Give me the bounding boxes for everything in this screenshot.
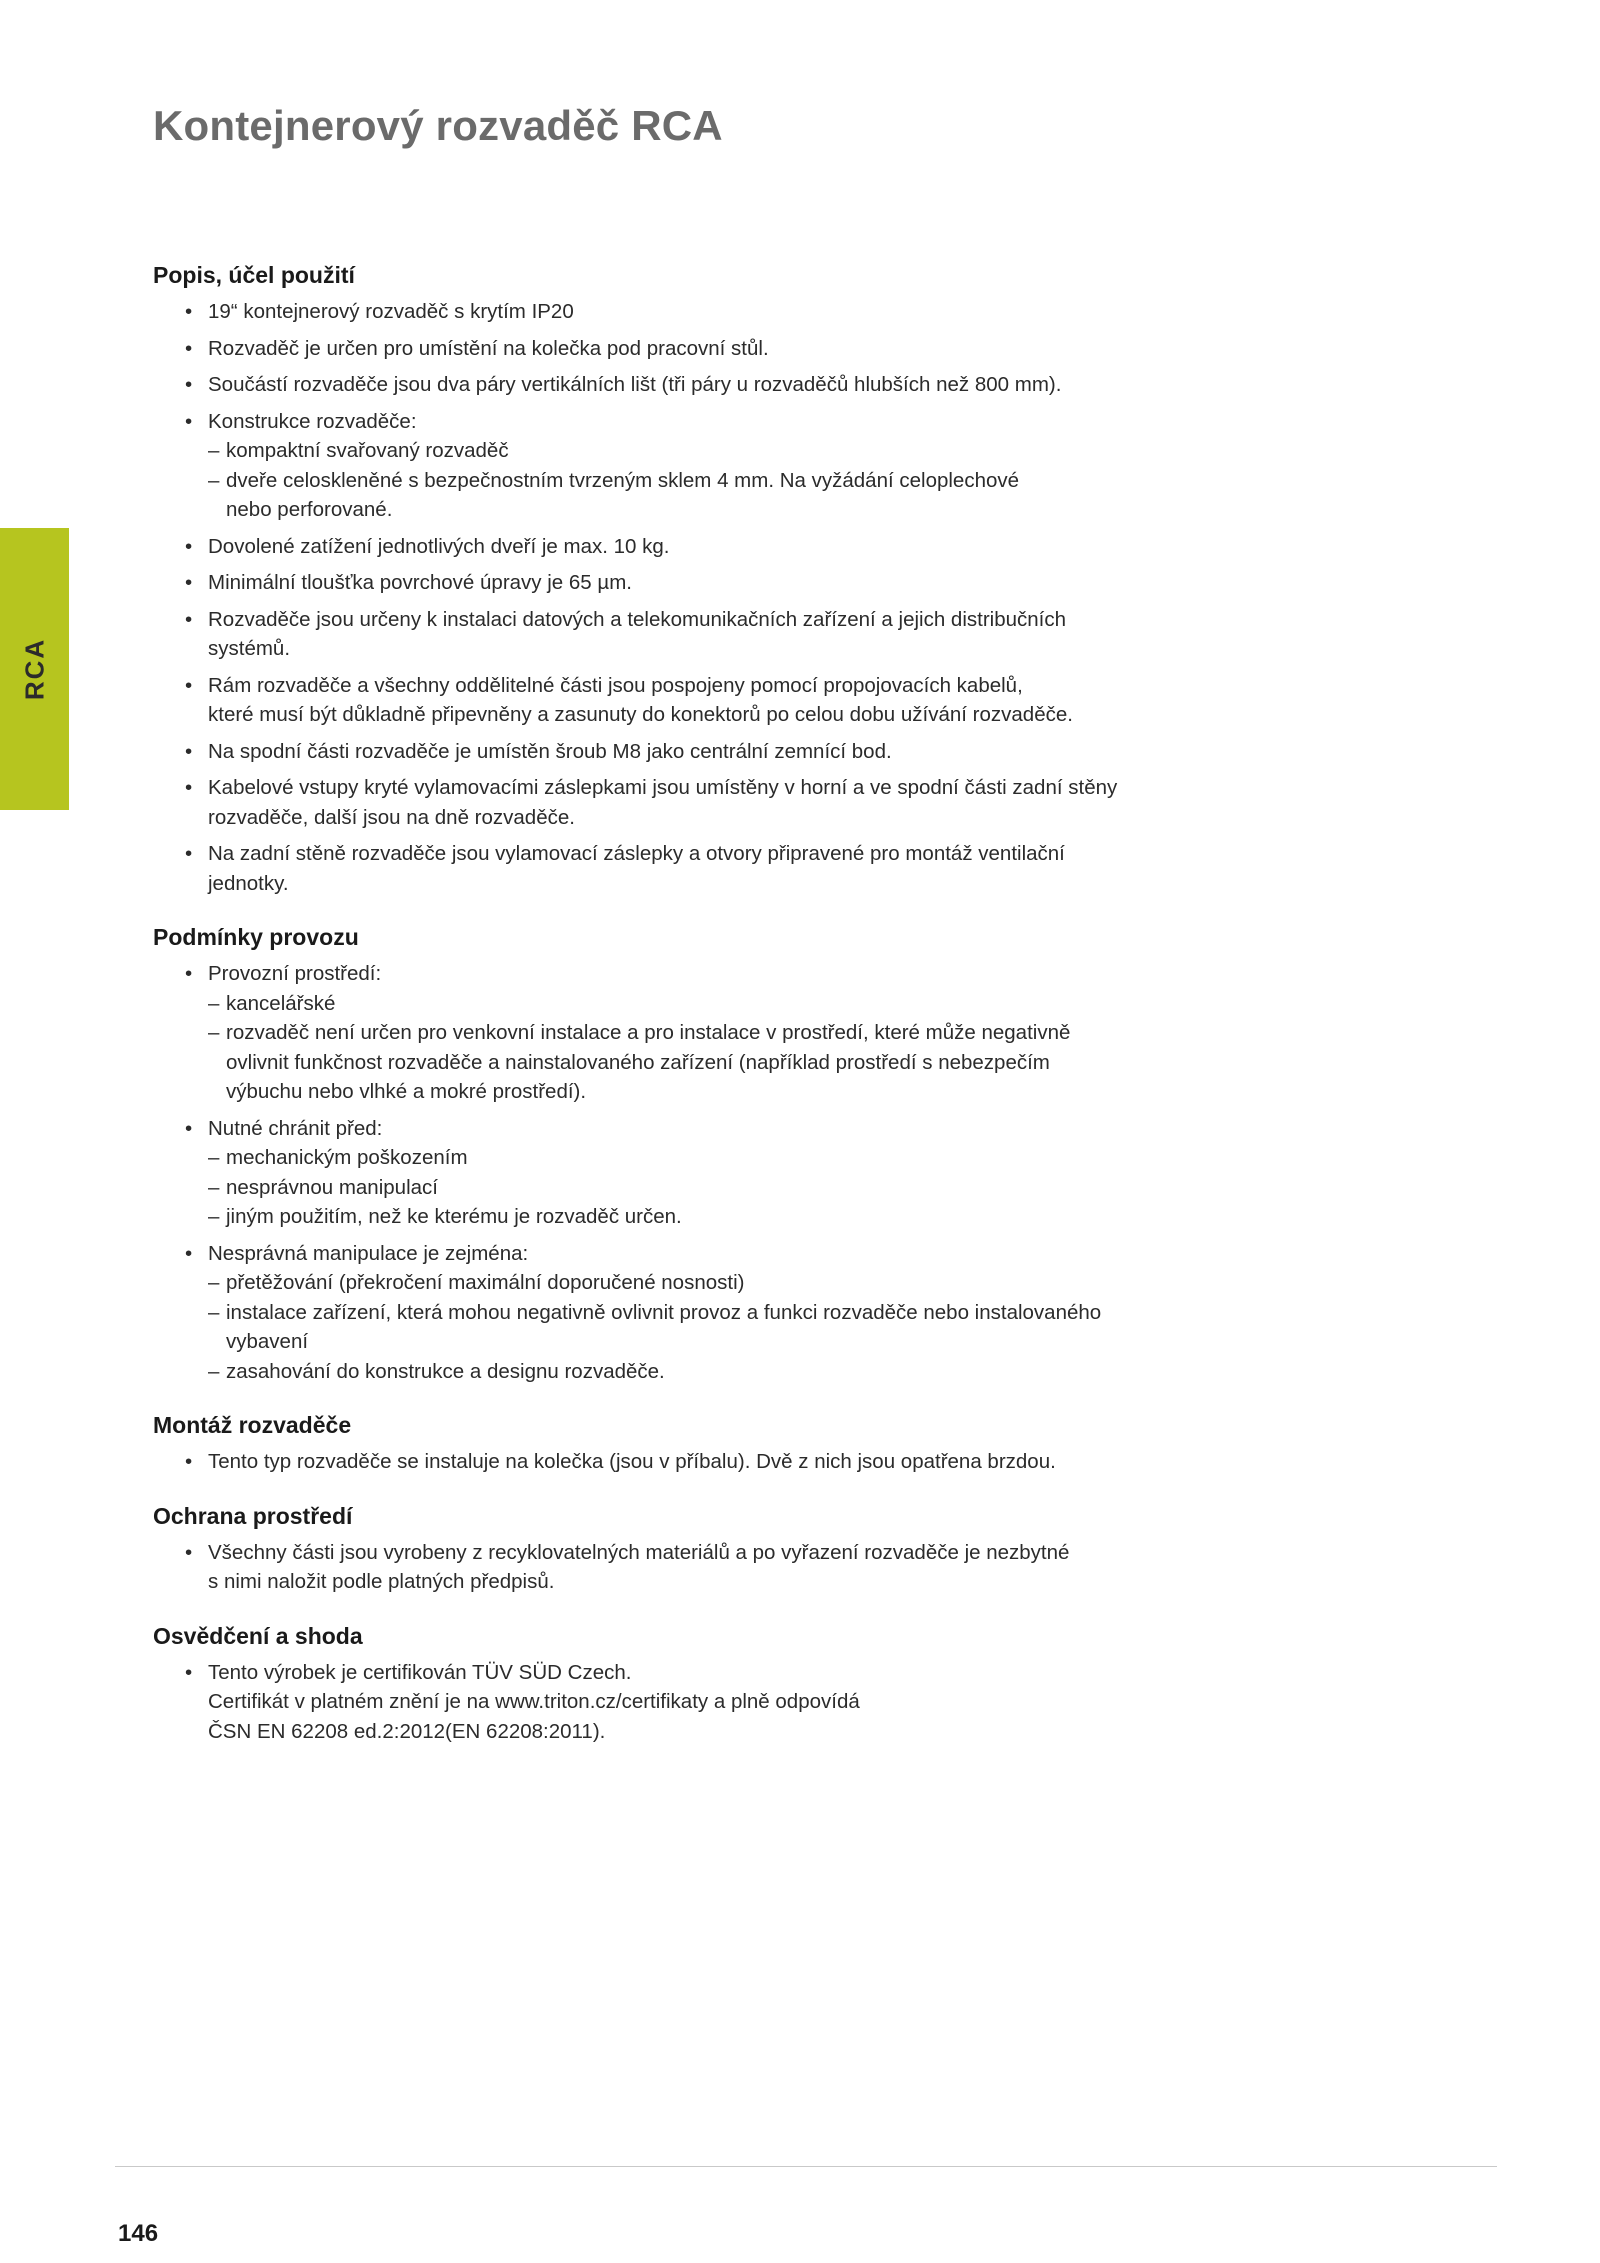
section-title: Osvědčení a shoda [153,1622,363,1649]
sub-text-line: – přetěžování (překročení maximální doporučené nosnosti) [226,1271,745,1294]
sub-text-line: – instalace zařízení, která mohou negativně ovlivnit provoz a funkci rozvaděče nebo instalovaného [226,1300,1102,1324]
bullet-list [153,297,1253,898]
bullet-item [153,1658,1253,1747]
sub-list [208,436,1253,525]
bullet-text-line: • Na zadní stěně rozvaděče jsou vylamovací záslepky a otvory připravené pro montáž ventilační [208,842,1065,865]
sub-list [208,1143,1253,1232]
bullet-item [153,407,1253,525]
sub-text-line: – kompaktní svařovaný rozvaděč [226,439,509,462]
bullet-item [153,1447,1253,1477]
side-tab [0,528,69,810]
section [153,1503,1253,1597]
bullet-text-line: • Provozní prostředí: [208,962,382,985]
bullet-text-line: ČSN EN 62208 ed.2:2012(EN 62208:2011). [208,1719,606,1743]
sub-text-line: ovlivnit funkčnost rozvaděče a nainstalovaného zařízení (například prostředí s nebezpečím [226,1050,1050,1074]
sub-item [208,989,1253,1019]
bullet-text-line: • Konstrukce rozvaděče: [208,409,417,433]
sub-text-line: – kancelářské [226,991,336,1015]
bullet-item [153,1114,1253,1232]
sub-item [208,436,1253,466]
page-title: Kontejnerový rozvaděč RCA [153,102,723,149]
bullet-item [153,532,1253,562]
sub-item [208,1268,1253,1298]
bullet-list [153,1538,1253,1597]
bullet-text-line: • Tento typ rozvaděče se instaluje na kolečka (jsou v příbalu). Dvě z nich jsou opatřena brzdou. [208,1450,1056,1473]
side-tab-label: RCA [19,637,49,701]
sub-item [208,1202,1253,1232]
bullet-text-line: • Kabelové vstupy kryté vylamovacími záslepkami jsou umístěny v horní a ve spodní části zadní stěny [208,776,1118,799]
document-body [153,262,1253,1772]
bullet-item [153,297,1253,327]
bullet-item [153,959,1253,1107]
bullet-text-line: s nimi naložit podle platných předpisů. [208,1570,555,1593]
sub-text-line: – zasahování do konstrukce a designu rozvaděče. [226,1359,665,1383]
bullet-item [153,671,1253,730]
bullet-item [153,737,1253,767]
sub-text-line: nebo perforované. [226,498,393,521]
section [153,924,1253,1386]
bullet-text-line: • Tento výrobek je certifikován TÜV SÜD Czech. [208,1660,632,1684]
sub-text-line: vybavení [226,1330,309,1353]
sub-text-line: – dveře celoskleněné s bezpečnostním tvrzeným sklem 4 mm. Na vyžádání celoplechové [226,468,1020,492]
bullet-item [153,1239,1253,1387]
sub-item [208,1173,1253,1203]
section-title: Podmínky provozu [153,924,359,950]
bullet-item [153,370,1253,400]
bullet-item [153,839,1253,898]
bullet-item [153,773,1253,832]
sub-item [208,1143,1253,1173]
bullet-item [153,1538,1253,1597]
sub-list [208,989,1253,1107]
bullet-text-line: jednotky. [208,871,289,895]
sub-text-line: – mechanickým poškozením [226,1146,468,1169]
bullet-text-line: systémů. [208,637,291,660]
bullet-text-line: • Na spodní části rozvaděče je umístěn šroub M8 jako centrální zemnící bod. [208,739,892,763]
sub-text-line: – jiným použitím, než ke kterému je rozvaděč určen. [226,1205,682,1228]
bullet-text-line: • Nutné chránit před: [208,1116,383,1140]
bullet-text-line: • Rozvaděče jsou určeny k instalaci datových a telekomunikačních zařízení a jejich distribučních [208,607,1067,631]
sub-item [208,1298,1253,1357]
bullet-list [153,1658,1253,1747]
section-title: Popis, účel použití [153,262,355,288]
section-title: Ochrana prostředí [153,1502,353,1529]
bullet-list [153,959,1253,1386]
bullet-text-line: rozvaděče, další jsou na dně rozvaděče. [208,805,575,829]
section [153,262,1253,898]
bullet-text-line: Certifikát v platném znění je na www.triton.cz/certifikaty a plně odpovídá [208,1690,860,1713]
page-number: 146 [118,2220,159,2247]
sub-item [208,1018,1253,1107]
bullet-text-line: • Nesprávná manipulace je zejména: [208,1241,529,1265]
sub-text-line: – nesprávnou manipulací [226,1175,438,1199]
bullet-list [153,1447,1253,1477]
sub-item [208,466,1253,525]
bullet-text-line: • Součástí rozvaděče jsou dva páry vertikálních lišt (tři páry u rozvaděčů hlubších než 800 mm). [208,373,1062,396]
bullet-text-line: • Rám rozvaděče a všechny oddělitelné části jsou pospojeny pomocí propojovacích kabelů, [208,673,1023,697]
sub-list [208,1268,1253,1386]
bullet-text-line: které musí být důkladně připevněny a zasunuty do konektorů po celou dobu užívání rozvaděče. [208,703,1073,726]
bullet-text-line: • Rozvaděč je určen pro umístění na kolečka pod pracovní stůl. [208,336,769,360]
sub-text-line: výbuchu nebo vlhké a mokré prostředí). [226,1080,587,1103]
section-title: Montáž rozvaděče [153,1412,352,1438]
bullet-text-line: • Všechny části jsou vyrobeny z recyklovatelných materiálů a po vyřazení rozvaděče je nezbytné [208,1540,1070,1564]
section [153,1412,1253,1477]
sub-text-line: – rozvaděč není určen pro venkovní instalace a pro instalace v prostředí, které může negativně [226,1021,1071,1044]
bullet-item [153,605,1253,664]
sub-item [208,1357,1253,1387]
bullet-text-line: • Dovolené zatížení jednotlivých dveří je max. 10 kg. [208,534,670,558]
footer-divider [115,2166,1497,2167]
bullet-item [153,334,1253,364]
bullet-text-line: • Minimální tloušťka povrchové úpravy je 65 µm. [208,571,632,594]
bullet-item [153,568,1253,598]
bullet-text-line: • 19“ kontejnerový rozvaděč s krytím IP20 [208,300,574,323]
section [153,1623,1253,1747]
